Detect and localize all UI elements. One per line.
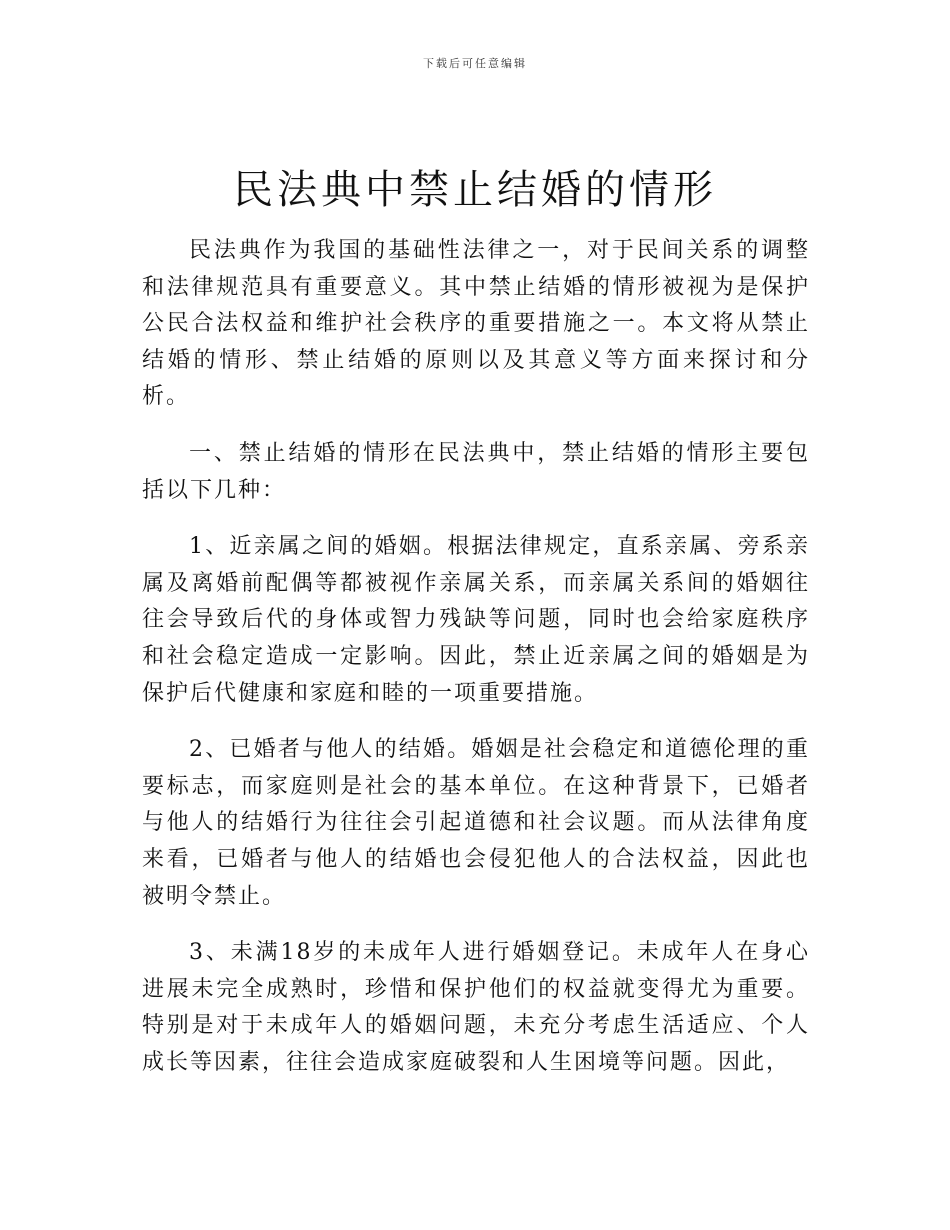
paragraph-section-heading: 一、禁止结婚的情形在民法典中，禁止结婚的情形主要包括以下几种： — [142, 440, 810, 503]
document-title: 民法典中禁止结婚的情形 — [233, 167, 717, 213]
header-note: 下载后可任意编辑 — [423, 57, 527, 70]
paragraph-item-3: 3、未满18岁的未成年人进行婚姻登记。未成年人在身心进展未完全成熟时，珍惜和保护他们的权益就变得尤为重要。特别是对于未成年人的婚姻问题，未充分考虑生活适应、个人成长等因素，往往会造成家庭破裂和人生困境等问题。因此， — [142, 940, 810, 1075]
document-body — [142, 233, 810, 1101]
paragraph-item-2: 2、已婚者与他人的结婚。婚姻是社会稳定和道德伦理的重要标志，而家庭则是社会的基本单位。在这种背景下，已婚者与他人的结婚行为往往会引起道德和社会议题。而从法律角度来看，已婚者与他人的结婚也会侵犯他人的合法权益，因此也被明令禁止。 — [142, 737, 810, 909]
paragraph-item-1: 1、近亲属之间的婚姻。根据法律规定，直系亲属、旁系亲属及离婚前配偶等都被视作亲属关系，而亲属关系间的婚姻往往会导致后代的身体或智力残缺等问题，同时也会给家庭秩序和社会稳定造成一定影响。因此，禁止近亲属之间的婚姻是为保护后代健康和家庭和睦的一项重要措施。 — [142, 534, 810, 706]
paragraph-intro: 民法典作为我国的基础性法律之一，对于民间关系的调整和法律规范具有重要意义。其中禁止结婚的情形被视为是保护公民合法权益和维护社会秩序的重要措施之一。本文将从禁止结婚的情形、禁止结婚的原则以及其意义等方面来探讨和分析。 — [142, 238, 810, 410]
